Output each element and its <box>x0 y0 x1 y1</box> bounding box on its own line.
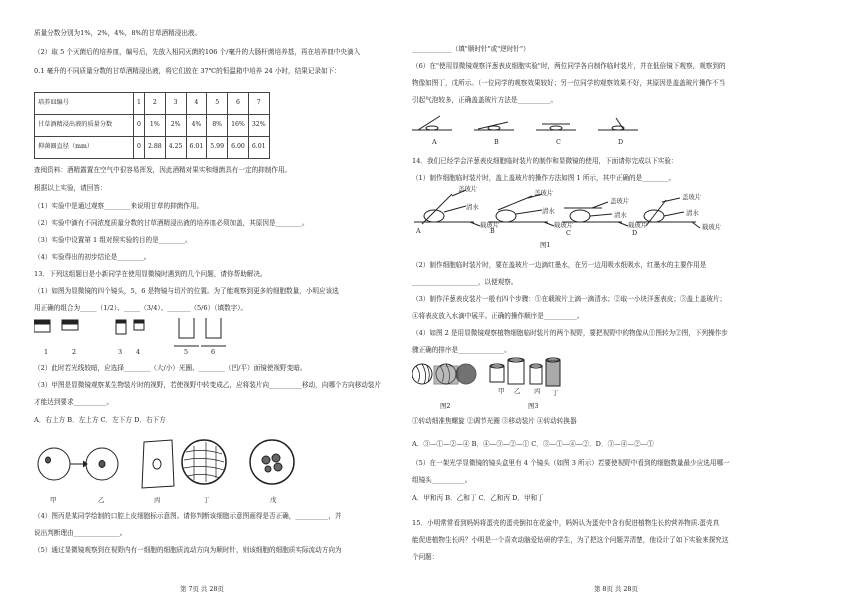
table-cell: 2 <box>144 93 165 115</box>
label-water: 清水 <box>466 203 479 211</box>
label-coverslip: 盖玻片 <box>610 197 630 205</box>
text-line: 14．我们已经学会洋葱表皮细胞临时装片的制作和显微镜的使用，下面请你完成以下实验： <box>412 157 678 165</box>
text-line: （3）实验中设置第 1 组对照实验的目的是________。 <box>34 236 192 244</box>
text-line: （4）图丙是某同学绘制的口腔上皮细胞标示意图。请你判断该细胞示意图画得是否正确，__________，并 <box>34 512 342 520</box>
lens-label: 6 <box>211 348 216 356</box>
page-footer: 第 7页 共 28页 <box>180 585 224 593</box>
table-cell: 4.25 <box>165 137 186 159</box>
text-line: ④将表皮放入水滴中展平。正确的操作顺序是__________。 <box>412 312 584 320</box>
text-line: 物像如图丁，戊所示。（一位同学的观察效果较好；另一位同学的观察效果不好，其原因是盖盖玻片操作不当 <box>412 79 726 87</box>
figure-1-coverslip-methods <box>412 186 712 249</box>
table-cell: 3 <box>165 93 186 115</box>
page-footer: 第 8页 共 28页 <box>594 585 638 593</box>
lens-figure <box>34 316 234 360</box>
text-line: 13．下列这组题目是小新同学在使用显微镜时遇到的几个问题，请你帮助解决。 <box>34 270 267 278</box>
text-line: 用正确的组合为_____（1/2）、_____（3/4）、_______（5/6）（填数字）。 <box>34 304 248 312</box>
text-line: （4）实验得出的初步结论是________。 <box>34 253 151 261</box>
label-slide: 载玻片 <box>628 221 648 229</box>
text-line: 质量分数分别为1%，2%，4%，8%的甘草酒精浸出液。 <box>34 29 202 37</box>
text-line: 骤正确的排序是______________。 <box>412 346 511 354</box>
text-line: 0.1 毫升的不同质量分数的甘草酒精浸出液，将它们放在 37℃的恒温箱中培养 24 小时，结果记录如下： <box>34 67 341 75</box>
text-line: （1）实验中是通过观察________来说明甘草的抑菌作用。 <box>34 202 204 210</box>
figure-label: A <box>432 138 437 146</box>
figure-label: D <box>618 138 624 146</box>
text-line: 才能达到要求__________。 <box>34 398 114 406</box>
table-cell: 1% <box>144 115 165 137</box>
figure-caption: 图1 <box>540 241 551 249</box>
label-coverslip: 盖玻片 <box>458 185 478 193</box>
label-slide: 载玻片 <box>554 221 574 229</box>
text-line: （1）如图为显微镜的四个镜头，5，6 是物镜与切片的位置。为了能观察到更多的细胞数量，小明应该选 <box>34 287 339 295</box>
label-coverslip: 盖玻片 <box>534 189 554 197</box>
text-line: ____________________，以便观察。 <box>412 278 518 286</box>
table-cell: 抑菌圈直径（mm） <box>35 137 134 159</box>
text-line: 引起气泡较多，正确盖盖玻片方法是__________。 <box>412 96 558 104</box>
text-line: （2）制作细胞临时装片时，要在盖玻片一边滴红墨水，在另一边用吸水纸吸水，红墨水的主要作用是 <box>412 261 707 269</box>
text-line: A．③—①—②—④ B．④—③—②—① C．③—①—④—②．D．③—④—②—① <box>412 440 654 448</box>
table-cell: 甘草酒精浸出液的质量分数 <box>35 115 134 137</box>
table-cell: 6.00 <box>228 137 249 159</box>
figure-label: B <box>490 227 495 235</box>
table-cell: 5.99 <box>207 137 228 159</box>
table-row <box>35 93 270 115</box>
table-cell: 32% <box>248 115 269 137</box>
text-line: （5）通过显微镜观察到在视野内有一细胞的细胞质流动方向为顺时针，则该细胞的细胞质实际流动方向为 <box>34 546 342 554</box>
table-cell: 16% <box>228 115 249 137</box>
figure-label: D <box>632 229 638 237</box>
label-slide: 载玻片 <box>480 221 500 229</box>
table-cell: 1 <box>134 93 145 115</box>
label-slide: 载玻片 <box>702 223 722 231</box>
text-line: 根据以上实验，请回答： <box>34 184 107 192</box>
table-row <box>35 115 270 137</box>
results-table <box>34 92 270 159</box>
text-line: 15．小明常常看到妈妈将蛋壳的蛋壳倒扣在花盆中，妈妈认为蛋壳中含有促进植物生长的营养物质.蛋壳真 <box>412 519 720 527</box>
table-cell: 4% <box>186 115 207 137</box>
label-coverslip: 盖玻片 <box>682 193 702 201</box>
lens-label: 5 <box>184 348 189 356</box>
text-line: （2）取 5 个灭菌后的培养皿，编号后，先放入相同灭菌的106 个/毫升的大肠杆菌培养基，再在培养皿中央滴入 <box>34 48 361 56</box>
text-line: （2）此时若光线较暗，应选择________（大/小）光圈、________（凹/平）面镜使视野变暗。 <box>34 364 307 372</box>
figure-label: 甲 <box>50 496 57 504</box>
text-line: （2）实验中滴有不同浓度质量分数的甘草酒精浸出液的培养皿必须加盖，其原因是________。 <box>34 219 309 227</box>
text-line: 说出判断理由______________。 <box>34 529 127 537</box>
text-line: 查阅资料：酒精露置在空气中很容易挥发，因此酒精对果实和细菌具有一定的抑制作用。 <box>34 166 292 174</box>
figure-label: B <box>494 138 499 146</box>
text-line: ①转动细准焦螺旋 ②调节光圈 ③移动装片 ④转动转换器 <box>412 417 577 425</box>
figure-label: C <box>556 138 561 146</box>
microscope-views-figure <box>34 434 304 496</box>
table-cell: 2% <box>165 115 186 137</box>
figure-label: C <box>566 229 571 237</box>
text-line: （1）制作细胞临时装片时，盖上盖玻片的操作方法如图 1 所示，其中正确的是________。 <box>412 174 676 182</box>
figure-label: 丁 <box>552 389 559 397</box>
lens-label: 2 <box>72 348 77 356</box>
text-line: 组镜头__________。 <box>412 476 472 484</box>
label-water: 清水 <box>614 211 627 219</box>
table-row <box>35 137 270 159</box>
table-cell: 8% <box>207 115 228 137</box>
lens-label: 4 <box>136 348 141 356</box>
table-cell: 7 <box>248 93 269 115</box>
answer-choices: A．右上方 B．左上方 C．左下方 D．右下方 <box>34 416 166 424</box>
text-line: （3）甲图是显微镜观察某生物装片时的视野，若使视野中转变成乙，应将装片向__________移动，向哪个方向移动装片 <box>34 381 382 389</box>
table-cell: 6.01 <box>186 137 207 159</box>
figure-label: 乙 <box>98 496 105 504</box>
label-water: 清水 <box>686 209 699 217</box>
table-cell: 培养皿编号 <box>35 93 134 115</box>
coverslip-angle-figure <box>412 110 652 136</box>
table-cell: 5 <box>207 93 228 115</box>
table-cell: 6 <box>228 93 249 115</box>
figure-label: A <box>416 227 421 235</box>
lens-label: 1 <box>44 348 49 356</box>
text-line: （6）在"使用显微镜观察洋葱表皮细胞实验"时，两位同学各自制作临时装片，并在低倍镜下观察，观察到的 <box>412 62 726 70</box>
table-cell: 6.01 <box>248 137 269 159</box>
figure-label: 戊 <box>270 496 277 504</box>
table-cell: 0 <box>134 137 145 159</box>
text-line: 个问题： <box>412 553 439 561</box>
text-line: 能促进植物生长吗？小明是一个喜欢动脑爱钻研的学生，为了把这个问题弄清楚，他设计了如下实验来探究这 <box>412 536 729 544</box>
label-water: 清水 <box>542 207 555 215</box>
figure-label: 丙 <box>534 387 541 395</box>
text-line: A．甲和丙 B．乙和丁 C．乙和丙 D．甲和丁 <box>412 494 544 502</box>
table-cell: 2.88 <box>144 137 165 159</box>
figure-caption: 图2 <box>440 402 451 410</box>
text-line: （4）如图 2 是用显微镜观察植物细胞临时装片的两个视野，要把视野中的物像从①图转为②图，下列操作步 <box>412 329 728 337</box>
text-line: （5）在一架光学显微镜的镜头盒里有 4 个镜头（如图 3 所示）若要使视野中看到的细胞数量最少应选用哪一 <box>412 459 730 467</box>
text-line: ____________（填"顺时针"或"逆时针"） <box>412 45 530 53</box>
lens-label: 3 <box>118 348 123 356</box>
figure-label: 丙 <box>154 496 161 504</box>
right-page <box>430 0 860 608</box>
figure-label: 乙 <box>514 387 521 395</box>
figure-label: 甲 <box>498 387 505 395</box>
figure-label: 丁 <box>203 496 210 504</box>
text-line: （3）制作洋葱表皮装片一般有四个步骤：①在载玻片上滴一滴清水；②取一小块洋葱表皮；③盖上盖玻片； <box>412 295 727 303</box>
table-cell: 0 <box>134 115 145 137</box>
figure-caption: 图3 <box>528 402 539 410</box>
table-cell: 4 <box>186 93 207 115</box>
